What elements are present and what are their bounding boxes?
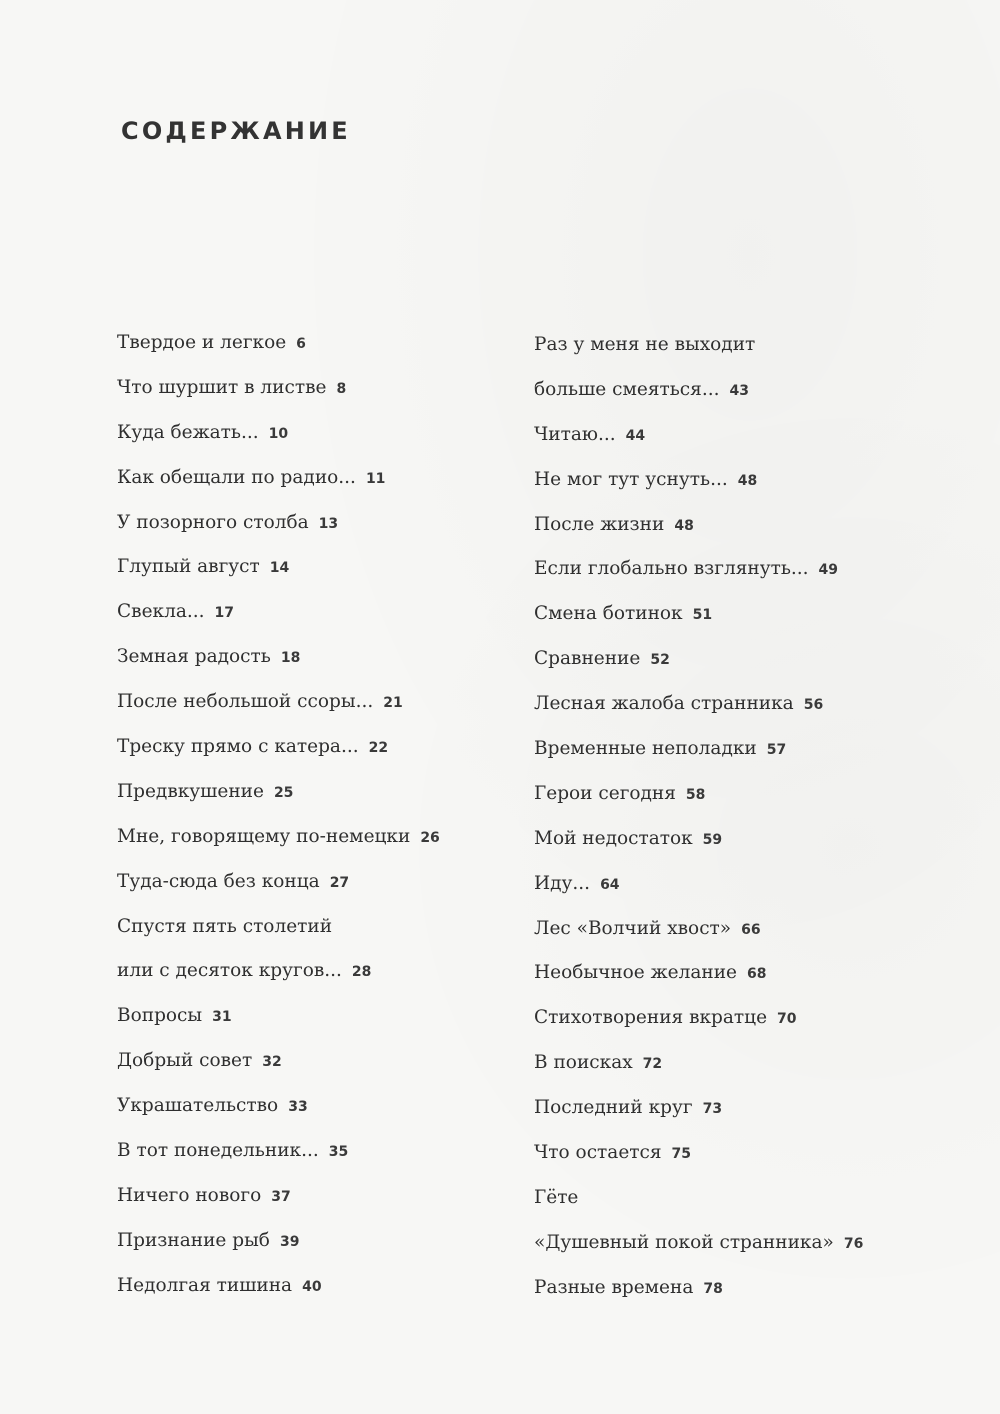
toc-entry xyxy=(117,912,440,957)
toc-entry-page-number: 59 xyxy=(702,831,723,848)
toc-entry-title: Твердое и легкое xyxy=(117,332,287,353)
toc-entry xyxy=(117,508,440,553)
toc-entry-title: Куда бежать... xyxy=(117,421,259,443)
toc-entry-page-number: 27 xyxy=(329,874,350,891)
toc-entry-page-number: 11 xyxy=(365,470,386,487)
toc-entry xyxy=(117,1091,440,1136)
toc-entry-page-number: 72 xyxy=(642,1056,663,1073)
toc-entry xyxy=(534,1048,863,1093)
toc-entry-page-number: 56 xyxy=(803,697,824,714)
toc-entry-title: В поисках xyxy=(534,1052,633,1074)
toc-entry xyxy=(117,822,440,867)
toc-entry xyxy=(534,465,863,510)
toc-entry xyxy=(534,869,863,914)
toc-entry-title: Гёте xyxy=(534,1186,579,1208)
toc-entry-title: Герои сегодня xyxy=(534,782,676,804)
toc-entry-title: Глупый август xyxy=(117,556,260,578)
toc-entry-title: Временные неполадки xyxy=(534,738,757,760)
toc-entry-page-number: 35 xyxy=(328,1144,349,1161)
toc-entry xyxy=(534,330,863,375)
toc-left-column xyxy=(117,328,440,1316)
toc-entry-page-number: 48 xyxy=(674,517,694,534)
toc-entry-title: Как обещали по радио... xyxy=(117,466,356,488)
toc-entry xyxy=(117,1226,440,1271)
toc-entry xyxy=(534,914,863,959)
toc-entry xyxy=(117,552,440,597)
toc-entry xyxy=(534,779,863,824)
toc-entry xyxy=(117,687,440,732)
toc-entry-title: Если глобально взглянуть... xyxy=(534,558,809,580)
toc-entry xyxy=(117,642,440,687)
toc-entry-page-number: 58 xyxy=(685,786,706,803)
toc-entry xyxy=(534,1003,863,1048)
toc-entry-title: После жизни xyxy=(534,513,665,535)
toc-entry-page-number: 28 xyxy=(351,964,372,981)
toc-entry-title: Украшательство xyxy=(117,1095,279,1117)
toc-entry-page-number: 25 xyxy=(273,784,294,801)
toc-entry xyxy=(534,375,863,420)
toc-entry-page-number: 18 xyxy=(280,650,301,667)
toc-entry-title: Мне, говорящему по-немецки xyxy=(117,825,411,847)
toc-entry xyxy=(117,777,440,822)
toc-entry-title: Разные времена xyxy=(534,1276,694,1298)
toc-entry-page-number: 44 xyxy=(625,427,646,444)
toc-entry-title: Земная радость xyxy=(117,646,271,668)
toc-entry-page-number: 48 xyxy=(737,472,758,489)
page-title: СОДЕРЖАНИЕ xyxy=(121,117,351,145)
toc-entry xyxy=(534,734,863,779)
toc-entry-title: Предвкушение xyxy=(117,780,264,802)
toc-entry-title: больше смеяться... xyxy=(534,378,720,400)
toc-entry xyxy=(117,328,440,373)
toc-entry-title: Иду... xyxy=(534,872,591,894)
toc-entry-page-number: 57 xyxy=(766,742,787,759)
toc-entry-title: Что шуршит в листве xyxy=(117,376,327,398)
toc-entry-page-number: 73 xyxy=(702,1101,723,1118)
toc-entry-title: Недолгая тишина xyxy=(117,1274,293,1296)
toc-entry-title: Не мог тут уснуть... xyxy=(534,468,728,490)
toc-entry-title: Свекла... xyxy=(117,601,205,623)
toc-entry-title: Что остается xyxy=(534,1142,662,1164)
toc-entry-title: Ничего нового xyxy=(117,1184,262,1206)
toc-entry-title: Мой недостаток xyxy=(534,827,693,849)
toc-entry-page-number: 66 xyxy=(741,921,761,938)
toc-entry xyxy=(117,867,440,912)
toc-entry xyxy=(534,1228,863,1273)
toc-entry-page-number: 52 xyxy=(650,652,670,669)
toc-entry-title: Стихотворения вкратце xyxy=(534,1007,768,1029)
toc-entry-page-number: 76 xyxy=(843,1235,864,1252)
toc-entry xyxy=(534,420,863,465)
toc-entry-title: Сравнение xyxy=(534,648,641,670)
toc-entry xyxy=(117,463,440,508)
toc-entry-page-number: 26 xyxy=(420,829,440,846)
toc-entry-title: Вопросы xyxy=(117,1005,203,1027)
toc-entry-page-number: 68 xyxy=(746,966,767,983)
toc-entry xyxy=(117,1181,440,1226)
toc-entry xyxy=(534,1183,863,1228)
toc-entry-page-number: 78 xyxy=(703,1280,723,1297)
toc-entry xyxy=(117,732,440,777)
toc-entry xyxy=(117,1046,440,1091)
toc-entry-page-number: 31 xyxy=(212,1009,232,1026)
toc-entry-page-number: 10 xyxy=(268,425,289,442)
toc-entry-title: Читаю... xyxy=(534,423,616,445)
toc-entry-title: Туда-сюда без конца xyxy=(117,870,320,892)
toc-entry xyxy=(117,1271,440,1316)
toc-entry-title: У позорного столба xyxy=(117,511,309,533)
toc-entry-title: «Душевный покой странника» xyxy=(534,1231,834,1253)
toc-entry-title: Необычное желание xyxy=(534,962,737,984)
toc-entry-title: Признание рыб xyxy=(117,1229,270,1251)
toc-entry xyxy=(534,824,863,869)
toc-entry xyxy=(117,1136,440,1181)
toc-entry-page-number: 33 xyxy=(288,1099,308,1116)
toc-entry-title: После небольшой ссоры... xyxy=(117,691,374,713)
toc-entry xyxy=(534,958,863,1003)
toc-entry-page-number: 51 xyxy=(692,607,713,624)
toc-entry-page-number: 6 xyxy=(296,336,306,352)
toc-entry-title: Последний круг xyxy=(534,1097,693,1119)
toc-entry-page-number: 49 xyxy=(818,562,839,579)
toc-entry-page-number: 40 xyxy=(302,1278,322,1295)
toc-entry-page-number: 70 xyxy=(777,1011,797,1028)
toc-entry xyxy=(534,644,863,689)
toc-entry xyxy=(534,510,863,555)
toc-entry xyxy=(534,689,863,734)
toc-entry-title: Раз у меня не выходит xyxy=(534,334,756,355)
toc-entry-page-number: 37 xyxy=(271,1188,291,1205)
toc-entry-page-number: 21 xyxy=(383,695,403,712)
toc-entry-page-number: 75 xyxy=(671,1146,692,1163)
toc-entry-page-number: 64 xyxy=(600,876,620,893)
toc-entry-title: Смена ботинок xyxy=(534,603,683,625)
toc-entry xyxy=(534,554,863,599)
toc-entry-page-number: 39 xyxy=(279,1233,300,1250)
toc-entry-page-number: 8 xyxy=(336,380,347,397)
toc-entry xyxy=(117,418,440,463)
toc-entry xyxy=(117,1001,440,1046)
toc-entry xyxy=(534,1273,863,1318)
toc-entry xyxy=(534,599,863,644)
toc-entry-title: Треску прямо с катера... xyxy=(117,736,359,758)
toc-entry-page-number: 22 xyxy=(368,740,389,757)
toc-entry-title: или с десяток кругов... xyxy=(117,960,342,982)
toc-entry xyxy=(117,956,440,1001)
toc-entry-title: Спустя пять столетий xyxy=(117,915,333,937)
toc-entry-page-number: 17 xyxy=(214,605,234,622)
toc-entry-title: Лес «Волчий хвост» xyxy=(534,917,732,939)
toc-entry xyxy=(534,1138,863,1183)
toc-entry xyxy=(117,597,440,642)
toc-entry-title: В тот понедельник... xyxy=(117,1140,319,1162)
toc-entry-page-number: 13 xyxy=(318,515,339,532)
toc-entry-page-number: 43 xyxy=(729,382,749,399)
toc-entry-title: Добрый совет xyxy=(117,1050,253,1072)
toc-entry xyxy=(117,373,440,418)
toc-entry-page-number: 14 xyxy=(269,560,290,577)
toc-entry xyxy=(534,1093,863,1138)
toc-right-column xyxy=(534,330,863,1318)
toc-entry-page-number: 32 xyxy=(262,1054,282,1071)
toc-entry-title: Лесная жалоба странника xyxy=(534,693,794,715)
